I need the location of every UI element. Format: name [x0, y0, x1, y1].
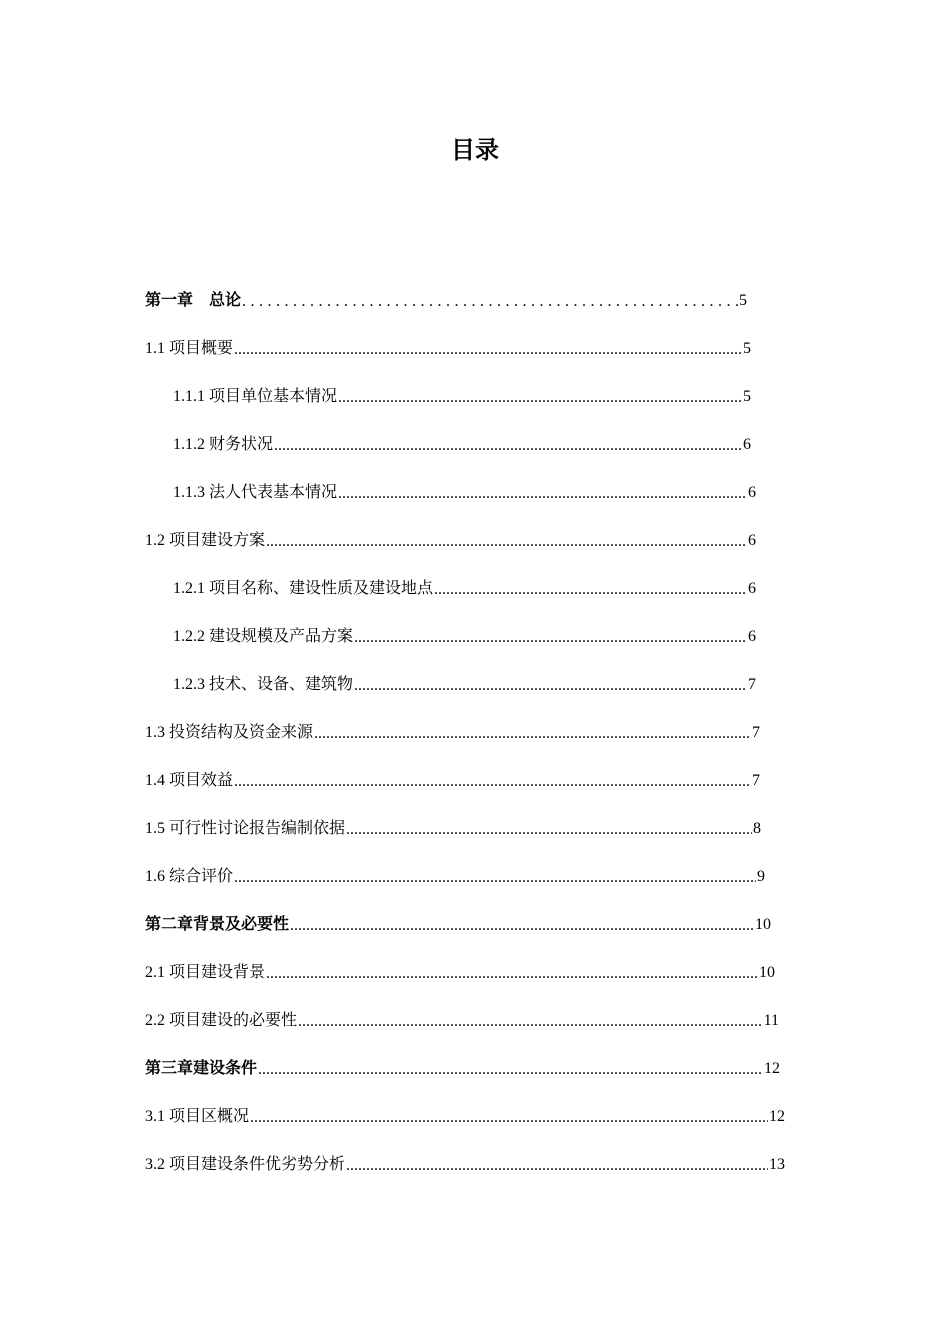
toc-leader-dots	[346, 822, 752, 838]
toc-entry-page: 6	[748, 532, 756, 549]
toc-entry[interactable]	[145, 334, 751, 358]
toc-entry-label: 1.5 可行性讨论报告编制依据	[145, 820, 346, 837]
toc-leader-dots	[258, 1062, 763, 1078]
toc-entry[interactable]	[145, 718, 760, 742]
page-title: 目录	[451, 136, 499, 164]
toc-leader-dots	[290, 918, 754, 934]
toc-leader-dots	[338, 390, 742, 406]
toc-entry-page: 5	[739, 292, 747, 309]
toc-entry[interactable]	[145, 1006, 779, 1030]
toc-entry-page: 7	[748, 676, 756, 693]
toc-leader-dots	[250, 1110, 768, 1126]
toc-entry-label: 3.2 项目建设条件优劣势分析	[145, 1156, 346, 1173]
toc-entry[interactable]	[145, 814, 761, 838]
toc-entry-label: 第三章建设条件	[145, 1058, 258, 1077]
toc-entry[interactable]	[173, 382, 751, 406]
toc-leader-dots	[354, 630, 747, 646]
toc-entry-label: 1.1 项目概要	[145, 340, 234, 357]
toc-entry-page: 10	[759, 964, 775, 981]
toc-entry-label: 1.1.2 财务状况	[173, 436, 274, 453]
toc-entry[interactable]	[145, 910, 771, 934]
toc-entry-label: 第二章背景及必要性	[145, 914, 290, 933]
toc-entry[interactable]	[145, 1054, 780, 1078]
toc-entry[interactable]	[173, 478, 756, 502]
toc-entry-label: 1.2 项目建设方案	[145, 532, 266, 549]
toc-entry-label: 1.1.1 项目单位基本情况	[173, 388, 338, 405]
toc-entry-page: 6	[748, 628, 756, 645]
toc-entry-label: 1.2.3 技术、设备、建筑物	[173, 676, 354, 693]
toc-entry-page: 7	[752, 724, 760, 741]
toc-entry-page: 11	[763, 1012, 779, 1029]
toc-entry-page: 12	[769, 1108, 785, 1125]
toc-entry-label: 第一章 总论	[145, 290, 242, 309]
toc-entry-label: 1.3 投资结构及资金来源	[145, 724, 314, 741]
toc-entry[interactable]	[173, 622, 756, 646]
toc-entry[interactable]	[145, 1150, 785, 1174]
toc-entry[interactable]	[145, 526, 756, 550]
toc-leader-dots	[266, 966, 758, 982]
toc-entry-label: 1.4 项目效益	[145, 772, 234, 789]
toc-entry[interactable]	[145, 958, 775, 982]
toc-entry-page: 10	[755, 916, 771, 933]
toc-leader-dots	[434, 582, 747, 598]
toc-leader-dots	[242, 294, 738, 310]
toc-entry-page: 5	[743, 340, 751, 357]
toc-leader-dots	[354, 678, 747, 694]
toc-entry-label: 1.1.3 法人代表基本情况	[173, 484, 338, 501]
toc-entry-label: 2.2 项目建设的必要性	[145, 1012, 298, 1029]
toc-entry[interactable]	[145, 862, 765, 886]
toc-entry-label: 3.1 项目区概况	[145, 1108, 250, 1125]
toc-leader-dots	[346, 1158, 768, 1174]
toc-entry[interactable]	[145, 1102, 785, 1126]
toc-entry-label: 1.6 综合评价	[145, 868, 234, 885]
toc-leader-dots	[314, 726, 751, 742]
toc-entry[interactable]	[173, 430, 751, 454]
toc-entry-page: 6	[748, 580, 756, 597]
toc-leader-dots	[298, 1014, 763, 1030]
toc-entry-page: 13	[769, 1156, 785, 1173]
toc-entry[interactable]	[173, 574, 756, 598]
toc-entry[interactable]	[173, 670, 756, 694]
toc-entry-page: 12	[764, 1060, 780, 1077]
toc-entry-label: 1.2.1 项目名称、建设性质及建设地点	[173, 580, 434, 597]
toc-leader-dots	[234, 342, 742, 358]
toc-entry[interactable]	[145, 286, 747, 310]
toc-leader-dots	[234, 870, 756, 886]
toc-leader-dots	[338, 486, 747, 502]
toc-entry-page: 6	[743, 436, 751, 453]
toc-entry-label: 1.2.2 建设规模及产品方案	[173, 628, 354, 645]
toc-entry-label: 2.1 项目建设背景	[145, 964, 266, 981]
toc-entry-page: 6	[748, 484, 756, 501]
toc-leader-dots	[274, 438, 742, 454]
toc-leader-dots	[234, 774, 751, 790]
toc-entry-page: 5	[743, 388, 751, 405]
toc-entry[interactable]	[145, 766, 760, 790]
toc-entry-page: 9	[757, 868, 765, 885]
toc-entry-page: 7	[752, 772, 760, 789]
toc-leader-dots	[266, 534, 747, 550]
toc-entry-page: 8	[753, 820, 761, 837]
